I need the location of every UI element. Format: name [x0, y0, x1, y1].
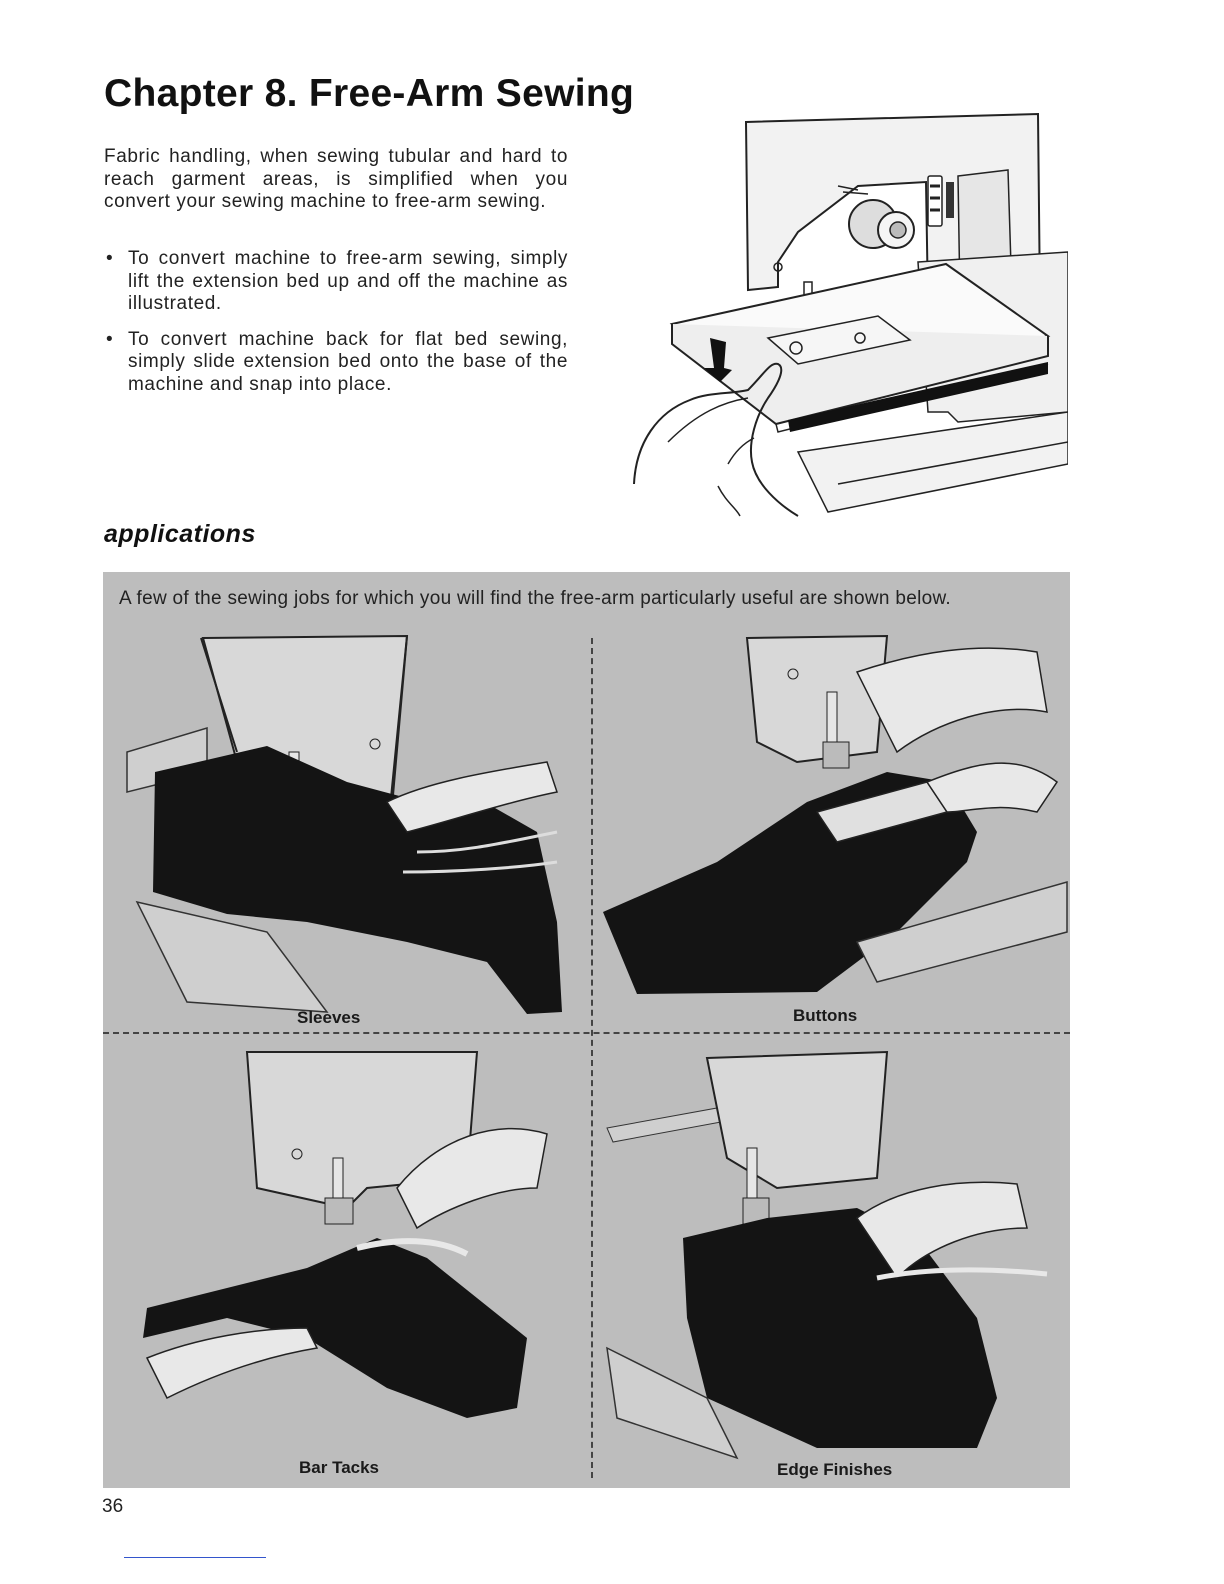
applications-heading: applications	[104, 520, 256, 548]
list-item-text: To convert machine to free-arm sewing, simply lift the extension bed up and off the machine as illustrated.	[128, 248, 568, 314]
list-item	[104, 329, 568, 397]
page-title: Chapter 8. Free-Arm Sewing	[104, 72, 635, 115]
caption-bar-tacks: Bar Tacks	[299, 1458, 380, 1477]
applications-intro: A few of the sewing jobs for which you will find the free-arm particularly useful are shown below.	[119, 588, 952, 609]
caption-edge-finishes: Edge Finishes	[777, 1460, 893, 1479]
vertical-divider	[591, 638, 593, 1478]
edge-finishes-photo	[597, 1038, 1070, 1488]
caption-sleeves: Sleeves	[297, 1008, 361, 1027]
instruction-list	[104, 248, 568, 409]
list-item	[104, 248, 568, 316]
bullet-icon: •	[106, 328, 114, 350]
bullet-icon: •	[106, 248, 114, 269]
footer-rule	[124, 1557, 266, 1558]
intro-paragraph: Fabric handling, when sewing tubular and hard to reach garment areas, is simplified when you convert your sewing machine to free-arm sewing.	[104, 146, 568, 212]
applications-photo-panel	[103, 572, 1070, 1488]
extension-bed-illustration	[628, 112, 1068, 522]
list-item-text: To convert machine back for flat bed sewing, simply slide extension bed onto the base of the machine and snap into place.	[128, 328, 568, 395]
bar-tacks-photo	[107, 1038, 587, 1488]
caption-buttons: Buttons	[793, 1006, 858, 1025]
page-number: 36	[102, 1496, 124, 1517]
